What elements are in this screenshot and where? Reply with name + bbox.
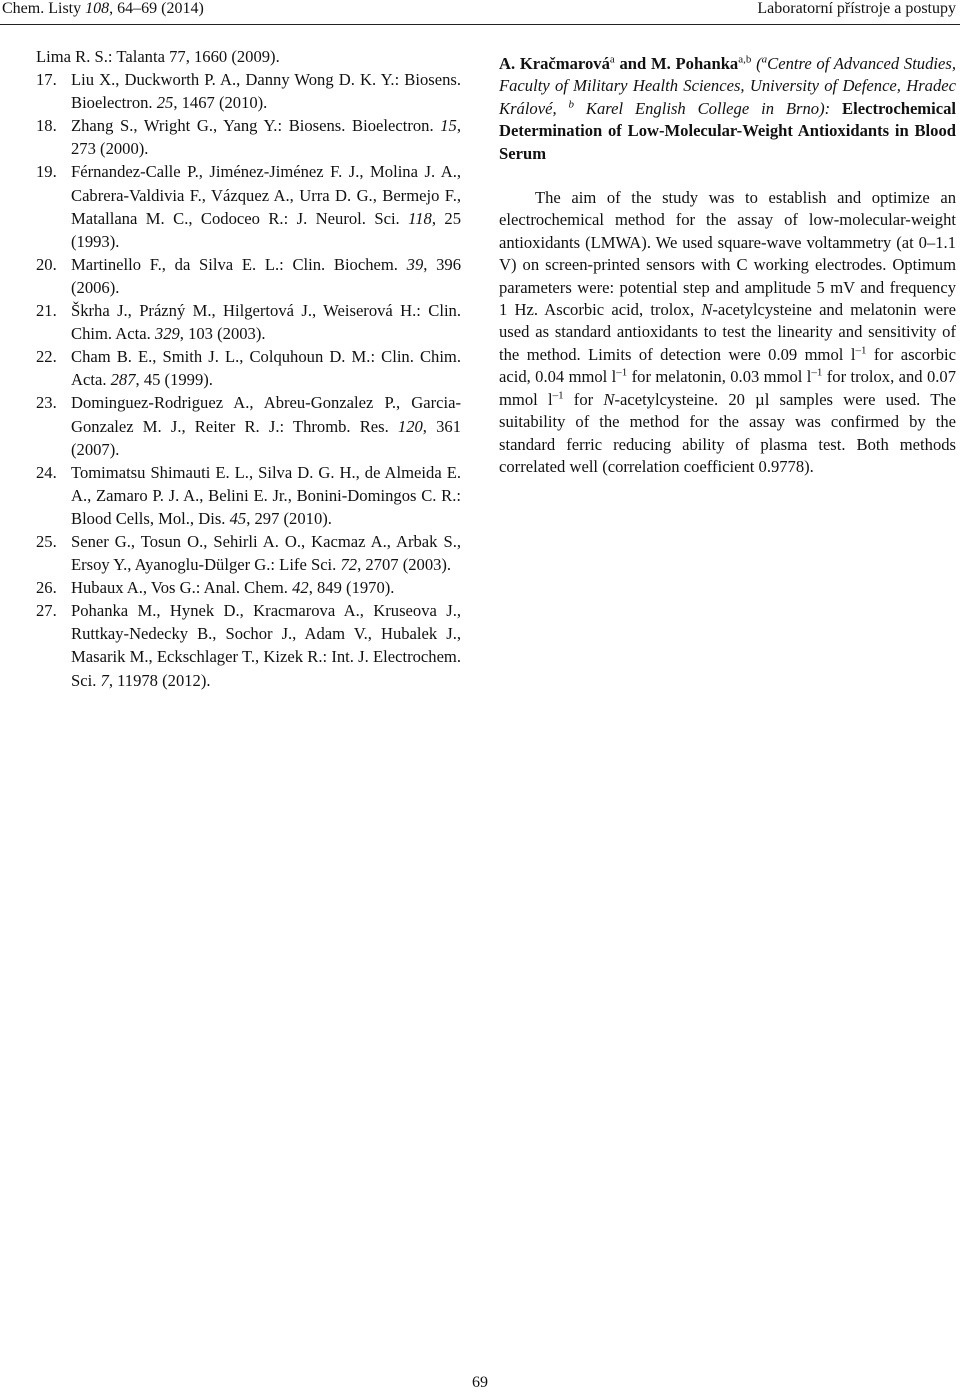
article-title: Electrochemical Determination of Low-Molecular-Weight Antioxidants in Blood Serum <box>499 98 957 163</box>
reference-number: 20. <box>36 254 57 274</box>
page-header <box>0 0 960 22</box>
reference-text: Cham B. E., Smith J. L., Colquhoun D. M.: Clin. Chim. Acta. 287, 45 (1999). <box>71 347 461 390</box>
reference-number: 24. <box>36 462 57 482</box>
reference-number: 22. <box>36 347 57 367</box>
reference-text: Tomimatsu Shimauti E. L., Silva D. G. H., de Almeida E. A., Zamaro P. J. A., Belini E. Jr., Bonini-Domingos C. R.: Blood Cells, Mol., Dis. 45, 297 (2010). <box>71 462 461 528</box>
reference-number: 23. <box>36 393 57 413</box>
abstract-heading: A. Kračmarová$^a$ and M. Pohanka$^{a,b}$ ($^a$Centre of Advanced Studies, Faculty of Military Health Sciences, University of Defence, Hradec Králové, $^b$ Karel English College in Brno): Electrochemical Determination of Low-Molecular-Weight Antioxidants in Blood Serum <box>499 53 957 163</box>
reference-item <box>36 253 461 299</box>
abstract-text: The aim of the study was to establish and optimize an electrochemical method for the assay of low-molecular-weight antioxidants (LMWA). We used square-wave voltammetry (at 0–1.1 V) on screen-printed sensors with C working electrodes. Optimum parameters were: potential step and amplitude 5 mV and frequency 1 Hz. Ascorbic acid, trolox, N-acetylcysteine and melatonin were used as standard antioxidants to test the linearity and sensitivity of the method. Limits of detection were 0.09 mmol $l^{-1}$ for ascorbic acid, 0.04 mmol $l^{-1}$ for melatonin, 0.03 mmol $l^{-1}$ for trolox, and 0.07 mmol $l^{-1}$ for N-acetylcysteine. 20 µl samples were used. The suitability of the method for the assay was confirmed by the standard ferric reducing ability of plasma test. Both methods correlated well (correlation coefficient 0.9778). <box>499 188 957 476</box>
reference-number: 19. <box>36 162 57 182</box>
reference-item <box>36 530 461 576</box>
reference-item <box>36 461 461 530</box>
reference-item <box>36 68 461 114</box>
reference-text: Martinello F., da Silva E. L.: Clin. Biochem. 39, 396 (2006). <box>71 254 461 297</box>
reference-text: Zhang S., Wright G., Yang Y.: Biosens. Bioelectron. 15, 273 (2000). <box>71 116 461 159</box>
header-rule <box>0 24 960 25</box>
reference-number: 17. <box>36 70 57 90</box>
abstract-column <box>499 53 956 478</box>
reference-number: 18. <box>36 116 57 136</box>
reference-number: 27. <box>36 601 57 621</box>
reference-item <box>36 160 461 252</box>
reference-item <box>36 576 461 599</box>
reference-item <box>36 299 461 345</box>
reference-text: Dominguez-Rodriguez A., Abreu-Gonzalez P., Garcia-Gonzalez M. J., Reiter R. J.: Thromb. Res. 120, 361 (2007). <box>71 393 461 459</box>
reference-number: 25. <box>36 531 57 551</box>
reference-text: Lima R. S.: Talanta 77, 1660 (2009). <box>36 47 280 66</box>
reference-text: Sener G., Tosun O., Sehirli A. O., Kacmaz A., Arbak S., Ersoy Y., Ayanoglu-Dülger G.: Life Sci. 72, 2707 (2003). <box>71 531 461 575</box>
reference-item <box>36 391 461 460</box>
reference-text: Liu X., Duckworth P. A., Danny Wong D. K. Y.: Biosens. Bioelectron. 25, 1467 (2010). <box>71 70 461 113</box>
reference-text: Férnandez-Calle P., Jiménez-Jiménez F. J., Molina J. A., Cabrera-Valdivia F., Vázquez A., Urra D. G., Bermejo F., Matallana M. C., Codoceo R.: J. Neurol. Sci. 118, 25 (1993). <box>71 162 462 251</box>
reference-item <box>36 345 461 391</box>
reference-item <box>36 114 461 160</box>
reference-number: 21. <box>36 301 57 321</box>
page-number: 69 <box>472 1374 488 1391</box>
reference-text: Pohanka M., Hynek D., Kracmarova A., Kruseova J., Ruttkay-Nedecky B., Sochor J., Adam V., Hubalek J., Masarik M., Eckschlager T., Kizek R.: Int. J. Electrochem. Sci. 7, 11978 (2012). <box>71 601 461 690</box>
reference-item <box>36 599 461 691</box>
section-title: Laboratorní přístroje a postupy <box>757 0 956 17</box>
reference-text: Škrha J., Prázný M., Hilgertová J., Weiserová H.: Clin. Chim. Acta. 329, 103 (2003). <box>71 301 461 344</box>
reference-item <box>36 45 461 68</box>
reference-number: 26. <box>36 578 57 598</box>
journal-citation: Chem. Listy 108, 64–69 (2014) <box>2 0 204 17</box>
reference-list <box>36 45 461 692</box>
reference-text: Hubaux A., Vos G.: Anal. Chem. 42, 849 (1970). <box>71 578 395 598</box>
